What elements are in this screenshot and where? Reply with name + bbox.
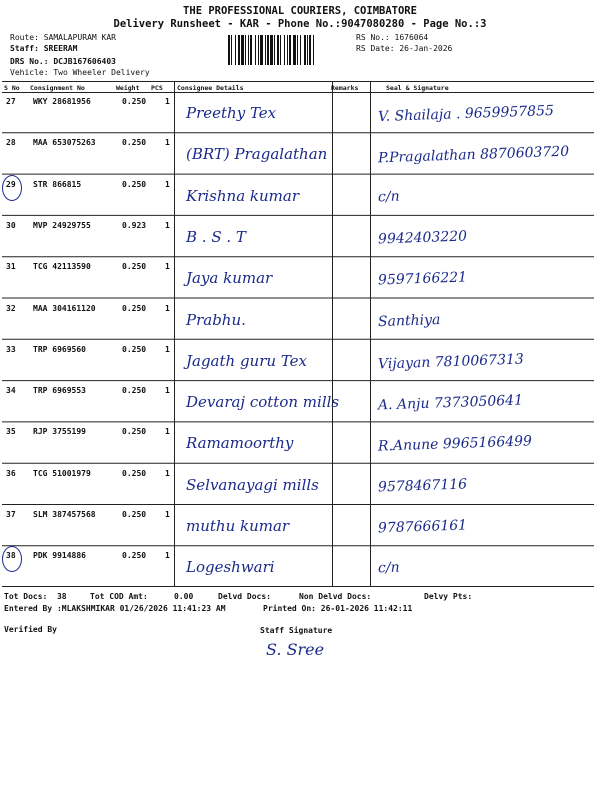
barcode bbox=[228, 35, 352, 65]
row-consignment-no: TCG 42113590 bbox=[33, 262, 91, 272]
row-pcs: 1 bbox=[165, 179, 170, 189]
row-signature: R.Anune 9965166499 bbox=[377, 433, 533, 456]
runsheet-subtitle: Delivery Runsheet - KAR - Phone No.:9047080280 - Page No.:3 bbox=[113, 18, 487, 30]
row-consignee: Prabhu. bbox=[186, 310, 246, 329]
row-sno: 28 bbox=[6, 138, 16, 148]
row-sno: 38 bbox=[6, 551, 16, 561]
row-sno: 36 bbox=[6, 468, 16, 478]
row-signature: 9597166221 bbox=[377, 269, 468, 289]
staff-label: Staff: SREERAM bbox=[10, 44, 78, 53]
row-weight: 0.250 bbox=[122, 468, 147, 478]
row-consignment-no: TRP 6969553 bbox=[33, 386, 86, 396]
row-pcs: 1 bbox=[165, 303, 170, 313]
row-sno: 29 bbox=[6, 179, 16, 189]
non-delivered-docs: Non Delvd Docs: bbox=[299, 592, 372, 601]
row-consignment-no: PDK 9914886 bbox=[33, 551, 86, 561]
row-weight: 0.250 bbox=[122, 179, 147, 189]
route-label: Route: SAMALAPURAM KAR bbox=[10, 33, 116, 42]
total-cod-label: Tot COD Amt: bbox=[90, 592, 148, 601]
col-consignment: Consignment No bbox=[30, 84, 85, 92]
row-weight: 0.250 bbox=[122, 386, 147, 396]
row-sno: 35 bbox=[6, 427, 16, 437]
row-sno: 33 bbox=[6, 344, 16, 354]
row-signature: Vijayan 7810067313 bbox=[377, 351, 525, 373]
drs-label: DRS No.: DCJB167606403 bbox=[10, 57, 116, 66]
row-signature: c/n bbox=[377, 559, 400, 577]
row-weight: 0.250 bbox=[122, 551, 147, 561]
row-consignee: Logeshwari bbox=[186, 558, 275, 577]
row-consignee: (BRT) Pragalathan bbox=[186, 145, 328, 164]
row-pcs: 1 bbox=[165, 262, 170, 272]
row-consignment-no: STR 866815 bbox=[33, 179, 82, 189]
row-consignment-no: TRP 6969560 bbox=[33, 344, 86, 354]
company-title: THE PROFESSIONAL COURIERS, COIMBATORE bbox=[183, 5, 417, 17]
row-sno: 31 bbox=[6, 262, 16, 272]
row-weight: 0.250 bbox=[122, 427, 147, 437]
col-weight: Weight bbox=[116, 84, 140, 92]
row-weight: 0.250 bbox=[122, 303, 147, 313]
row-consignee: Ramamoorthy bbox=[186, 434, 294, 453]
row-pcs: 1 bbox=[165, 468, 170, 478]
staff-signature: S. Sree bbox=[266, 640, 325, 659]
total-cod-value: 0.00 bbox=[174, 592, 194, 601]
row-signature: 9787666161 bbox=[377, 517, 468, 537]
row-signature: A. Anju 7373050641 bbox=[377, 392, 524, 414]
row-pcs: 1 bbox=[165, 427, 170, 437]
row-weight: 0.250 bbox=[122, 138, 147, 148]
row-pcs: 1 bbox=[165, 138, 170, 148]
row-pcs: 1 bbox=[165, 386, 170, 396]
row-pcs: 1 bbox=[165, 344, 170, 354]
verified-by: Verified By bbox=[4, 625, 57, 634]
row-consignee: B . S . T bbox=[186, 227, 246, 246]
row-signature: 9578467116 bbox=[377, 476, 468, 496]
row-consignee: Jagath guru Tex bbox=[186, 351, 307, 370]
row-pcs: 1 bbox=[165, 510, 170, 519]
rs-number: RS No.: 1676064 bbox=[356, 33, 429, 42]
row-consignment-no: RJP 3755199 bbox=[33, 427, 86, 437]
row-consignment-no: SLM 387457568 bbox=[33, 510, 96, 519]
row-consignee: Devaraj cotton mills bbox=[186, 393, 340, 412]
row-consignment-no: MVP 24929755 bbox=[33, 220, 91, 230]
row-sno: 32 bbox=[6, 303, 16, 313]
row-weight: 0.250 bbox=[122, 97, 147, 106]
row-consignee: Jaya kumar bbox=[186, 269, 273, 288]
row-pcs: 1 bbox=[165, 97, 170, 106]
row-sno-circle bbox=[2, 175, 22, 201]
row-sno: 30 bbox=[6, 220, 16, 230]
delivery-points: Delvy Pts: bbox=[424, 592, 473, 601]
col-seal-signature: Seal & Signature bbox=[386, 84, 449, 92]
rs-date: RS Date: 26-Jan-2026 bbox=[356, 44, 453, 53]
row-signature: Santhiya bbox=[377, 311, 441, 330]
row-weight: 0.923 bbox=[122, 220, 147, 230]
col-consignee: Consignee Details bbox=[177, 84, 244, 92]
col-remarks: Remarks bbox=[331, 84, 359, 92]
row-signature: P.Pragalathan 8870603720 bbox=[377, 143, 570, 167]
row-weight: 0.250 bbox=[122, 344, 147, 354]
printed-on: Printed On: 26-01-2026 11:42:11 bbox=[263, 604, 413, 613]
col-sno: S No bbox=[4, 84, 20, 92]
row-sno: 37 bbox=[6, 510, 16, 519]
row-consignment-no: TCG 51001979 bbox=[33, 468, 91, 478]
entered-by: Entered By :MLAKSHMIKAR 01/26/2026 11:41:23 AM bbox=[4, 604, 226, 613]
row-sno: 27 bbox=[6, 97, 16, 106]
row-pcs: 1 bbox=[165, 220, 170, 230]
total-docs: Tot Docs: 38 bbox=[4, 592, 67, 601]
row-signature: c/n bbox=[377, 188, 400, 205]
row-signature: 9942403220 bbox=[377, 228, 468, 248]
row-weight: 0.250 bbox=[122, 510, 147, 519]
delivered-docs: Delvd Docs: bbox=[218, 592, 271, 601]
row-consignee: Krishna kumar bbox=[186, 186, 299, 205]
row-consignment-no: WKY 28681956 bbox=[33, 97, 91, 106]
row-consignment-no: MAA 653075263 bbox=[33, 138, 96, 148]
row-consignee: Selvanayagi mills bbox=[186, 475, 319, 494]
row-sno: 34 bbox=[6, 386, 16, 396]
staff-signature-label: Staff Signature bbox=[260, 626, 333, 635]
vehicle-label: Vehicle: Two Wheeler Delivery bbox=[10, 68, 150, 77]
row-consignee: muthu kumar bbox=[186, 517, 290, 535]
footer-summary bbox=[4, 592, 594, 622]
row-consignee: Preethy Tex bbox=[186, 104, 277, 122]
row-consignment-no: MAA 304161120 bbox=[33, 303, 96, 313]
row-pcs: 1 bbox=[165, 551, 170, 561]
row-weight: 0.250 bbox=[122, 262, 147, 272]
col-pcs: PCS bbox=[151, 84, 163, 92]
row-signature: V. Shailaja . 9659957855 bbox=[377, 102, 555, 126]
